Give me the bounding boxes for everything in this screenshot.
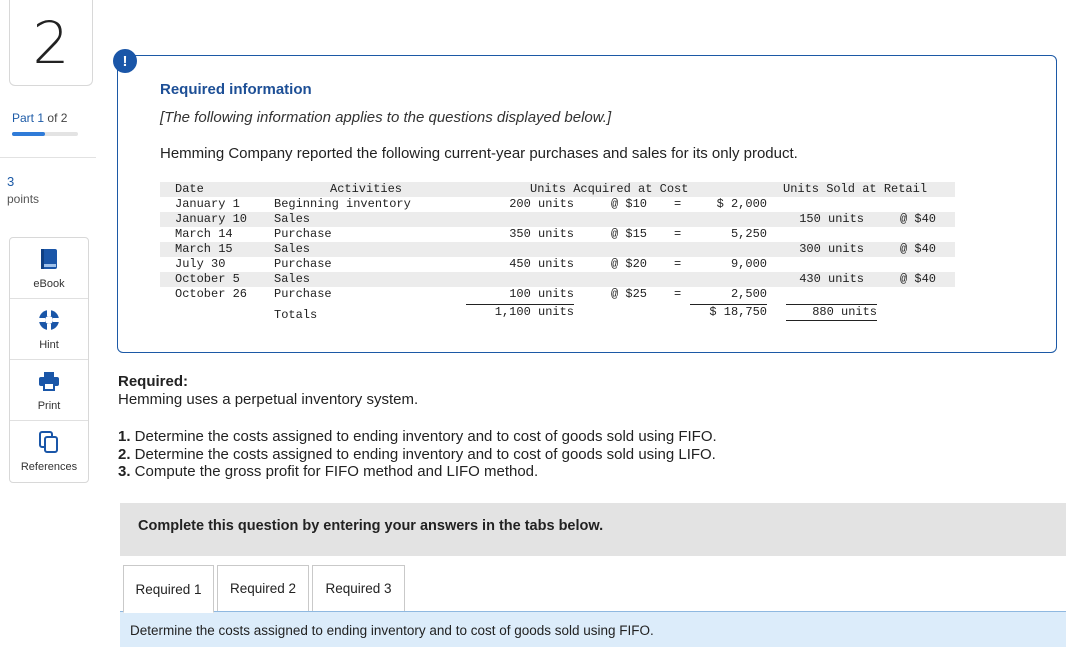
hint-button[interactable]	[10, 299, 88, 360]
header-units-sold: Units Sold at Retail	[783, 182, 928, 196]
tab-required-2[interactable]: Required 2	[217, 565, 309, 612]
points-value: 3	[7, 174, 15, 189]
inventory-table	[160, 182, 955, 326]
required-heading: Required:	[118, 373, 189, 390]
tab-required-1[interactable]: Required 1	[123, 565, 214, 613]
points-label: points	[7, 192, 40, 206]
cell-unit-cost: @ $15	[611, 227, 648, 241]
cell-sold-units: 430 units	[799, 272, 864, 286]
cell-unit-cost: @ $20	[611, 257, 648, 271]
totals-acquired-units: 1,100 units	[466, 304, 574, 320]
references-button[interactable]	[10, 421, 88, 482]
table-row	[160, 212, 955, 227]
question-number-box	[9, 0, 93, 86]
sidebar-divider	[0, 157, 96, 158]
cell-acquired-units: 100 units	[509, 287, 574, 301]
ebook-label: eBook	[33, 278, 65, 290]
cell-unit-cost: @ $10	[611, 197, 648, 211]
header-units-acquired: Units Acquired at Cost	[530, 182, 689, 196]
cell-sold-units: 300 units	[799, 242, 864, 256]
question-number: 2	[32, 8, 70, 77]
information-note: [The following information applies to the questions displayed below.]	[160, 109, 612, 126]
cell-acquired-cost: 9,000	[730, 257, 767, 271]
cell-activity: Sales	[274, 212, 311, 226]
print-icon	[38, 370, 60, 392]
table-row	[160, 242, 955, 257]
table-row	[160, 257, 955, 272]
cell-date: January 1	[175, 197, 240, 211]
book-icon	[40, 248, 58, 270]
cell-equals: =	[674, 257, 682, 271]
part-total: of 2	[47, 111, 68, 125]
cell-sale-price: @ $40	[899, 212, 936, 226]
table-header-row	[160, 182, 955, 197]
cell-date: October 26	[175, 287, 248, 301]
table-row	[160, 227, 955, 242]
references-icon	[39, 431, 59, 453]
tab-instruction: Determine the costs assigned to ending inventory and to cost of goods sold using FIFO.	[120, 612, 1066, 647]
complete-question-banner: Complete this question by entering your answers in the tabs below.	[120, 503, 1066, 556]
part-indicator	[12, 111, 67, 125]
cell-activity: Purchase	[274, 227, 332, 241]
cell-date: March 14	[175, 227, 233, 241]
cell-acquired-cost: $ 2,000	[716, 197, 767, 211]
cell-acquired-cost: 2,500	[730, 287, 767, 301]
table-row	[160, 287, 955, 302]
task-item: 1. Determine the costs assigned to ending inventory and to cost of goods sold using FIFO.	[118, 428, 717, 445]
cell-acquired-units: 200 units	[509, 197, 574, 211]
cell-equals: =	[674, 197, 682, 211]
ebook-button[interactable]	[10, 238, 88, 299]
totals-sold-units: 880 units	[786, 304, 877, 321]
cell-sale-price: @ $40	[899, 242, 936, 256]
cell-date: July 30	[175, 257, 226, 271]
tab-required-3[interactable]: Required 3	[312, 565, 405, 612]
totals-acquired-cost: $ 18,750	[690, 304, 767, 320]
print-label: Print	[37, 400, 61, 412]
inventory-system-text: Hemming uses a perpetual inventory system.	[118, 391, 419, 408]
cell-activity: Beginning inventory	[274, 197, 411, 211]
table-row	[160, 272, 955, 287]
part-progress-bar	[12, 132, 78, 136]
cell-acquired-units: 350 units	[509, 227, 574, 241]
company-intro: Hemming Company reported the following current-year purchases and sales for its only product.	[160, 145, 798, 162]
hint-icon	[38, 309, 60, 331]
part-progress-fill	[12, 132, 45, 136]
cell-unit-cost: @ $25	[611, 287, 648, 301]
hint-label: Hint	[39, 339, 59, 351]
cell-acquired-units: 450 units	[509, 257, 574, 271]
cell-activity: Sales	[274, 272, 311, 286]
alert-icon: !	[113, 49, 137, 73]
totals-row	[160, 304, 955, 326]
cell-sold-units: 150 units	[799, 212, 864, 226]
totals-label: Totals	[274, 308, 318, 322]
cell-activity: Sales	[274, 242, 311, 256]
header-date: Date	[175, 182, 204, 196]
task-item: 3. Compute the gross profit for FIFO method and LIFO method.	[118, 463, 539, 480]
part-label: Part	[12, 111, 35, 125]
print-button[interactable]	[10, 360, 88, 421]
cell-equals: =	[674, 227, 682, 241]
header-activities: Activities	[330, 182, 403, 196]
cell-activity: Purchase	[274, 287, 332, 301]
tool-panel	[9, 237, 89, 483]
cell-date: March 15	[175, 242, 233, 256]
cell-equals: =	[674, 287, 682, 301]
cell-date: January 10	[175, 212, 248, 226]
required-task-list	[118, 428, 717, 481]
required-information-title: Required information	[160, 81, 312, 98]
table-row	[160, 197, 955, 212]
cell-date: October 5	[175, 272, 240, 286]
cell-activity: Purchase	[274, 257, 332, 271]
task-item: 2. Determine the costs assigned to ending inventory and to cost of goods sold using LIFO.	[118, 445, 716, 463]
cell-acquired-cost: 5,250	[730, 227, 767, 241]
cell-sale-price: @ $40	[899, 272, 936, 286]
part-current: 1	[37, 111, 45, 125]
references-label: References	[20, 461, 78, 473]
